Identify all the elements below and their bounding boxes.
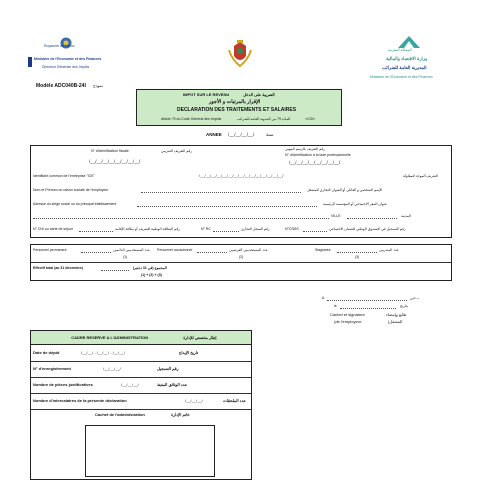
- admin-row-enregistrement: [31, 361, 251, 378]
- intercalaires-label-fr: Nombre d'intercalaires de la présente déclaration: [33, 398, 127, 403]
- rc-field[interactable]: [213, 231, 239, 232]
- annee-label: ANNEE: [206, 132, 222, 137]
- sig-employeur-fr: (de l'employeur: [334, 319, 362, 324]
- admin-header: [30, 330, 252, 345]
- logo-bars: [28, 57, 32, 67]
- permanent-field[interactable]: [81, 252, 111, 253]
- adresse-field[interactable]: [137, 206, 317, 207]
- ice-value[interactable]: /__/__/__/__/__/__/__/__/__/__/__/__/__/__/__/: [199, 173, 284, 178]
- left-logo-line1: Royaume du Maroc: [44, 44, 75, 48]
- admin-cachet-label-fr: Cachet de l'administration: [95, 412, 145, 417]
- cin-label-fr: N° CNI ou carte de séjour: [33, 227, 73, 231]
- right-logo-arabic1: المملكة المغربية: [388, 48, 412, 52]
- occasionnel-label-ar: عدد المستخدمين العرضيين: [229, 248, 268, 252]
- right-logo-arabic3: المديرية العامة للضرائب: [382, 65, 427, 70]
- title-line1-ar: الضريبة على الدخل: [243, 92, 275, 97]
- annee-value[interactable]: /__/__/__/__/: [228, 132, 255, 137]
- sig-a-fr: A: [322, 296, 325, 300]
- effectif-formula: (1) + (2) + (3): [141, 273, 162, 277]
- right-logo: [360, 34, 460, 94]
- occasionnel-num: (2): [239, 255, 244, 259]
- admin-row-date: [31, 345, 251, 362]
- admin-header-ar: إطار مخصص للإدارة: [183, 335, 217, 341]
- nom-label-ar: الإسم الشخصي و العائلي أو العنوان التجاري للمشغل: [307, 188, 383, 192]
- effectif-label-fr: Effectif total (au 31 décembre): [33, 266, 83, 270]
- admin-row-intercalaires: [31, 393, 251, 410]
- effectif-field[interactable]: [101, 270, 129, 271]
- adresse-label-fr: Adresse du siège social ou du principal établissement: [33, 202, 117, 206]
- date-depot-label-fr: Date de dépôt: [33, 350, 60, 355]
- building-icon: [398, 34, 420, 48]
- ville-label-ar: المدينة: [401, 214, 411, 218]
- title-line4-ar: المادة 79 من المدونة العامة للضرائب: [237, 117, 291, 121]
- sig-cachet-ar: طابع وإمضاء: [386, 312, 407, 317]
- permanent-label-ar: عدد المستخدمين الدائمين: [113, 248, 150, 252]
- enregistrement-label-fr: N° d'enregistrement: [33, 366, 71, 371]
- rc-label-ar: رقم السجل التجاري: [241, 227, 270, 231]
- sig-le-fr: le: [334, 304, 337, 308]
- cin-label-ar: رقم البطاقة الوطنية للتعريف أو بطاقة الإقامة: [115, 227, 180, 231]
- intercalaires-value[interactable]: /__/__/__/: [185, 398, 203, 403]
- admin-header-fr: CADRE RESERVE A L'ADMINISTRATION: [71, 335, 149, 341]
- stagiaires-field[interactable]: [337, 252, 377, 253]
- enregistrement-value[interactable]: /__/__/__/: [103, 366, 121, 371]
- right-logo-latin: Ministère de l'Economie et des Finances: [370, 75, 433, 79]
- tp-label-fr: N° d'identification à la taxe professionnelle: [285, 153, 351, 157]
- title-line4-cgi: «CGI»: [305, 117, 316, 121]
- permanent-label-fr: Personnel permanent: [33, 248, 67, 252]
- title-line3-fr: DECLARATION DES TRAITEMENTS ET SALAIRES: [177, 107, 297, 113]
- cnss-field[interactable]: [303, 231, 327, 232]
- modele-label: Modèle ADC040B-24I: [36, 83, 86, 89]
- permanent-num: (1): [123, 255, 128, 259]
- annee-label-ar: سنة: [266, 132, 274, 137]
- admin-box: [30, 330, 252, 480]
- signature-area: [318, 294, 458, 334]
- title-line1-fr: IMPOT SUR LE REVENU: [183, 92, 230, 97]
- left-logo-line3: Direction Générale des Impôts: [42, 65, 90, 69]
- sig-cachet-fr: Cachet et signature: [330, 312, 365, 317]
- left-logo-line2: Ministère de l'Economie et des Finances: [34, 57, 102, 61]
- effectif-label-ar: المجموع (في 31 دجنبر): [133, 266, 167, 270]
- occasionnel-field[interactable]: [197, 252, 227, 253]
- title-line4-fr: Article 79 du Code Général des Impôts: [161, 117, 222, 121]
- rc-label-fr: N° RC: [201, 227, 211, 231]
- stagiaires-label-ar: عدد المتدربين: [379, 248, 399, 252]
- nom-label-fr: Nom et Prénom ou raison sociale de l'employeur: [33, 188, 109, 192]
- personnel-divider: [31, 262, 451, 263]
- coat-of-arms-icon: [226, 40, 254, 68]
- ice-label-ar: التعريف الموحد للمقاولة: [403, 174, 438, 178]
- intercalaires-label-ar: عدد الملحقات: [223, 398, 246, 403]
- stagiaires-label-fr: Stagiaires: [315, 248, 331, 252]
- sig-a-ar: بـ حرر: [410, 296, 419, 300]
- identification-box: [30, 145, 452, 238]
- occasionnel-label-fr: Personnel occasionnel: [157, 248, 193, 252]
- admin-cachet-box[interactable]: [85, 425, 215, 477]
- cnss-label-ar: رقم التسجيل في الصندوق الوطني للضمان الاجتماعي: [329, 227, 406, 231]
- stagiaires-num: (3): [355, 255, 360, 259]
- modele-label-ar: نموذج: [93, 83, 103, 88]
- title-line2-ar: الإقرار بالمرتبات و الأجور: [209, 99, 261, 105]
- adresse-field-2[interactable]: [33, 218, 329, 219]
- cin-field[interactable]: [79, 231, 113, 232]
- admin-row-pieces: [31, 377, 251, 394]
- if-label-fr: N° d'identification fiscale: [91, 149, 129, 153]
- pieces-value[interactable]: /__/__/__/: [121, 382, 139, 387]
- sig-le-ar: بتاريخ: [400, 304, 409, 308]
- title-box: [136, 89, 342, 126]
- ice-label-fr: Identifiant commun de l'entreprise "ICE": [33, 174, 95, 178]
- cnss-label-fr: N°CNSS: [285, 227, 299, 231]
- if-value[interactable]: /__/__/__/__/__/__/__/__/: [89, 159, 141, 164]
- sig-le-field[interactable]: [340, 308, 396, 309]
- enregistrement-label-ar: رقم التسجيل: [157, 366, 179, 371]
- pieces-label-ar: عدد الوثائق المثبتة: [157, 382, 188, 387]
- sig-a-field[interactable]: [327, 300, 407, 301]
- ville-label-fr: VILLE: [331, 214, 341, 218]
- date-depot-value[interactable]: /__/__/ - /__/__/ - /__/__/: [81, 350, 125, 355]
- if-label-ar: رقم التعريف الضريبي: [161, 149, 192, 153]
- adresse-label-ar: عنوان المقر الاجتماعي أو المؤسسة الرئيسية: [323, 202, 387, 206]
- pieces-label-fr: Nombre de pièces justificatives: [33, 382, 93, 387]
- tp-label-ar: رقم التعريف بالرسم المهني: [285, 147, 325, 151]
- sig-employeur-ar: (المشغل: [388, 319, 403, 324]
- tp-value[interactable]: /__/__/__/__/__/__/__/__/: [289, 160, 341, 165]
- right-logo-arabic2: وزارة الاقتصاد والمالية: [386, 56, 428, 61]
- admin-cachet-label-ar: خاتم الإدارة: [171, 412, 190, 417]
- nom-field[interactable]: [141, 192, 301, 193]
- personnel-box: [30, 244, 452, 281]
- date-depot-label-ar: تاريخ الإيداع: [179, 350, 199, 355]
- left-logo: [20, 36, 115, 86]
- ville-field[interactable]: [347, 218, 397, 219]
